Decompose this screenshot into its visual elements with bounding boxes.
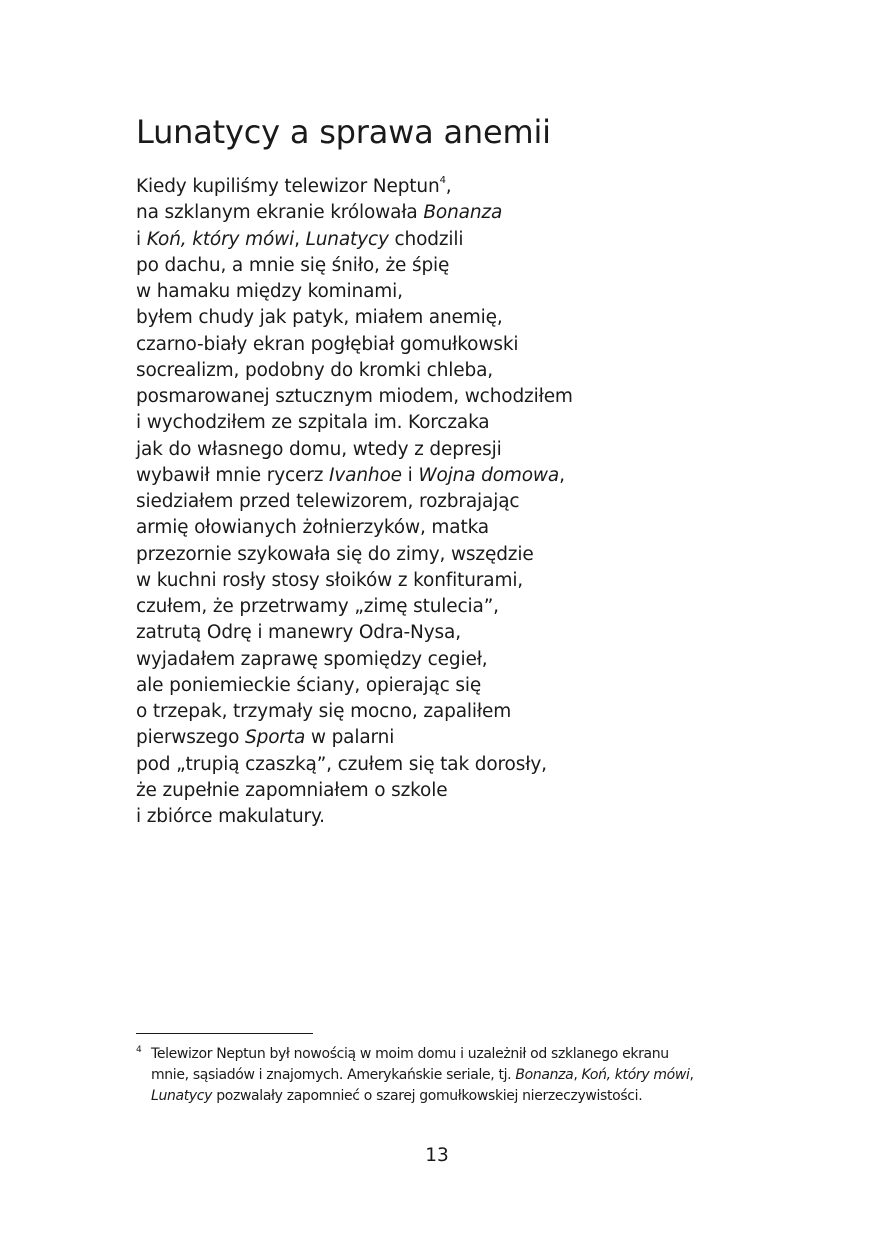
poem-line: [136, 594, 573, 620]
text-run: ,: [559, 464, 565, 486]
footnote-line: [151, 1065, 756, 1086]
text-run: i: [401, 464, 419, 486]
text-run: armię ołowianych żołnierzyków, matka: [136, 517, 489, 539]
text-run: chodzili: [388, 228, 464, 250]
text-run: i wychodziłem ze szpitala im. Korczaka: [136, 412, 490, 434]
poem-line: [136, 568, 573, 594]
poem-line: [136, 200, 573, 226]
poem-body: [136, 174, 573, 830]
poem-line: [136, 620, 573, 646]
poem-line: [136, 384, 573, 410]
poem-line: [136, 673, 573, 699]
poem-line: [136, 358, 573, 384]
text-run: pozwalały zapomnieć o szarej gomułkowskiej nierzeczywistości.: [212, 1088, 643, 1104]
text-run: i zbiórce makulatury.: [136, 806, 325, 827]
poem-line: [136, 279, 573, 305]
text-run: ,: [573, 1067, 582, 1083]
text-run: jak do własnego domu, wtedy z depresji: [136, 438, 502, 460]
text-run: w kuchni rosły stosy słoików z konfiturami,: [136, 569, 524, 591]
poem-line: [136, 542, 573, 568]
text-run: w hamaku między kominami,: [136, 281, 403, 302]
poem-line: [136, 463, 573, 489]
poem-line: [136, 752, 573, 778]
italic-title: Sporta: [245, 727, 306, 749]
poem-line: [136, 699, 573, 725]
text-run: posmarowanej sztucznym miodem, wchodziłem: [136, 386, 573, 407]
text-run: byłem chudy jak patyk, miałem anemię,: [136, 307, 503, 329]
text-run: mnie, sąsiadów i znajomych. Amerykańskie seriale, tj.: [151, 1067, 516, 1083]
italic-title: Lunatycy: [305, 228, 389, 250]
text-run: czułem, że przetrwamy „zimę stulecia”,: [136, 596, 499, 617]
footnote-separator: [136, 1033, 313, 1034]
poem-line: [136, 227, 573, 253]
text-run: ,: [294, 228, 306, 250]
text-run: Kiedy kupiliśmy telewizor Neptun: [136, 176, 440, 197]
footnote-line: [151, 1086, 756, 1107]
footnote-reference: 4: [439, 175, 446, 186]
text-run: socrealizm, podobny do kromki chleba,: [136, 359, 493, 381]
text-run: Telewizor Neptun był nowością w moim domu i uzależnił od szklanego ekranu: [151, 1046, 669, 1062]
poem-line: [136, 437, 573, 463]
text-run: czarno-biały ekran pogłębiał gomułkowski: [136, 333, 519, 355]
poem-line: [136, 174, 573, 200]
italic-title: Koń, który mówi: [146, 228, 295, 250]
poem-line: [136, 647, 573, 673]
poem-title: Lunatycy a sprawa anemii: [136, 113, 551, 151]
text-run: pod „trupią czaszką”, czułem się tak dorosły,: [136, 753, 547, 775]
italic-title: Ivanhoe: [329, 464, 402, 486]
text-run: ,: [445, 176, 452, 197]
poem-line: [136, 305, 573, 331]
italic-title: Koń, który mówi: [581, 1067, 690, 1083]
text-run: i: [136, 228, 147, 250]
footnote-line: [151, 1044, 756, 1065]
text-run: po dachu, a mnie się śniło, że śpię: [136, 254, 450, 276]
poem-line: [136, 804, 573, 830]
text-run: w palarni: [305, 727, 395, 749]
text-run: na szklanym ekranie królowała: [136, 202, 424, 224]
poem-line: [136, 515, 573, 541]
poem-line: [136, 725, 573, 751]
text-run: ale poniemieckie ściany, opierając się: [136, 674, 482, 696]
italic-title: Bonanza: [423, 202, 503, 224]
page-number: 13: [425, 1145, 449, 1166]
text-run: zatrutą Odrę i manewry Odra-Nysa,: [136, 622, 461, 644]
poem-line: [136, 253, 573, 279]
text-run: przezornie szykowała się do zimy, wszędzie: [136, 543, 534, 565]
poem-line: [136, 489, 573, 515]
text-run: o trzepak, trzymały się mocno, zapaliłem: [136, 701, 512, 722]
italic-title: Wojna domowa: [418, 464, 560, 486]
poem-line: [136, 410, 573, 436]
text-run: że zupełnie zapomniałem o szkole: [136, 779, 448, 801]
poem-line: [136, 778, 573, 804]
text-run: wyjadałem zaprawę spomiędzy cegieł,: [136, 648, 488, 670]
poem-line: [136, 332, 573, 358]
text-run: siedziałem przed telewizorem, rozbrajając: [136, 491, 520, 512]
italic-title: Bonanza: [515, 1067, 574, 1083]
text-run: ,: [689, 1067, 694, 1083]
text-run: pierwszego: [136, 727, 246, 749]
italic-title: Lunatycy: [151, 1088, 213, 1104]
footnote: 4 Telewizor Neptun był nowością w moim domu i uzależnił od szklanego ekranu mnie, sąsiadów i znajomych. Amerykańskie seriale, tj. Bonanza, Koń, który mówi, Lunatycy pozwalały zapomnieć o szarej gomułkowskiej nierzeczywistości.: [136, 1044, 756, 1107]
text-run: wybawił mnie rycerz: [136, 464, 330, 486]
footnote-text: [151, 1044, 756, 1107]
